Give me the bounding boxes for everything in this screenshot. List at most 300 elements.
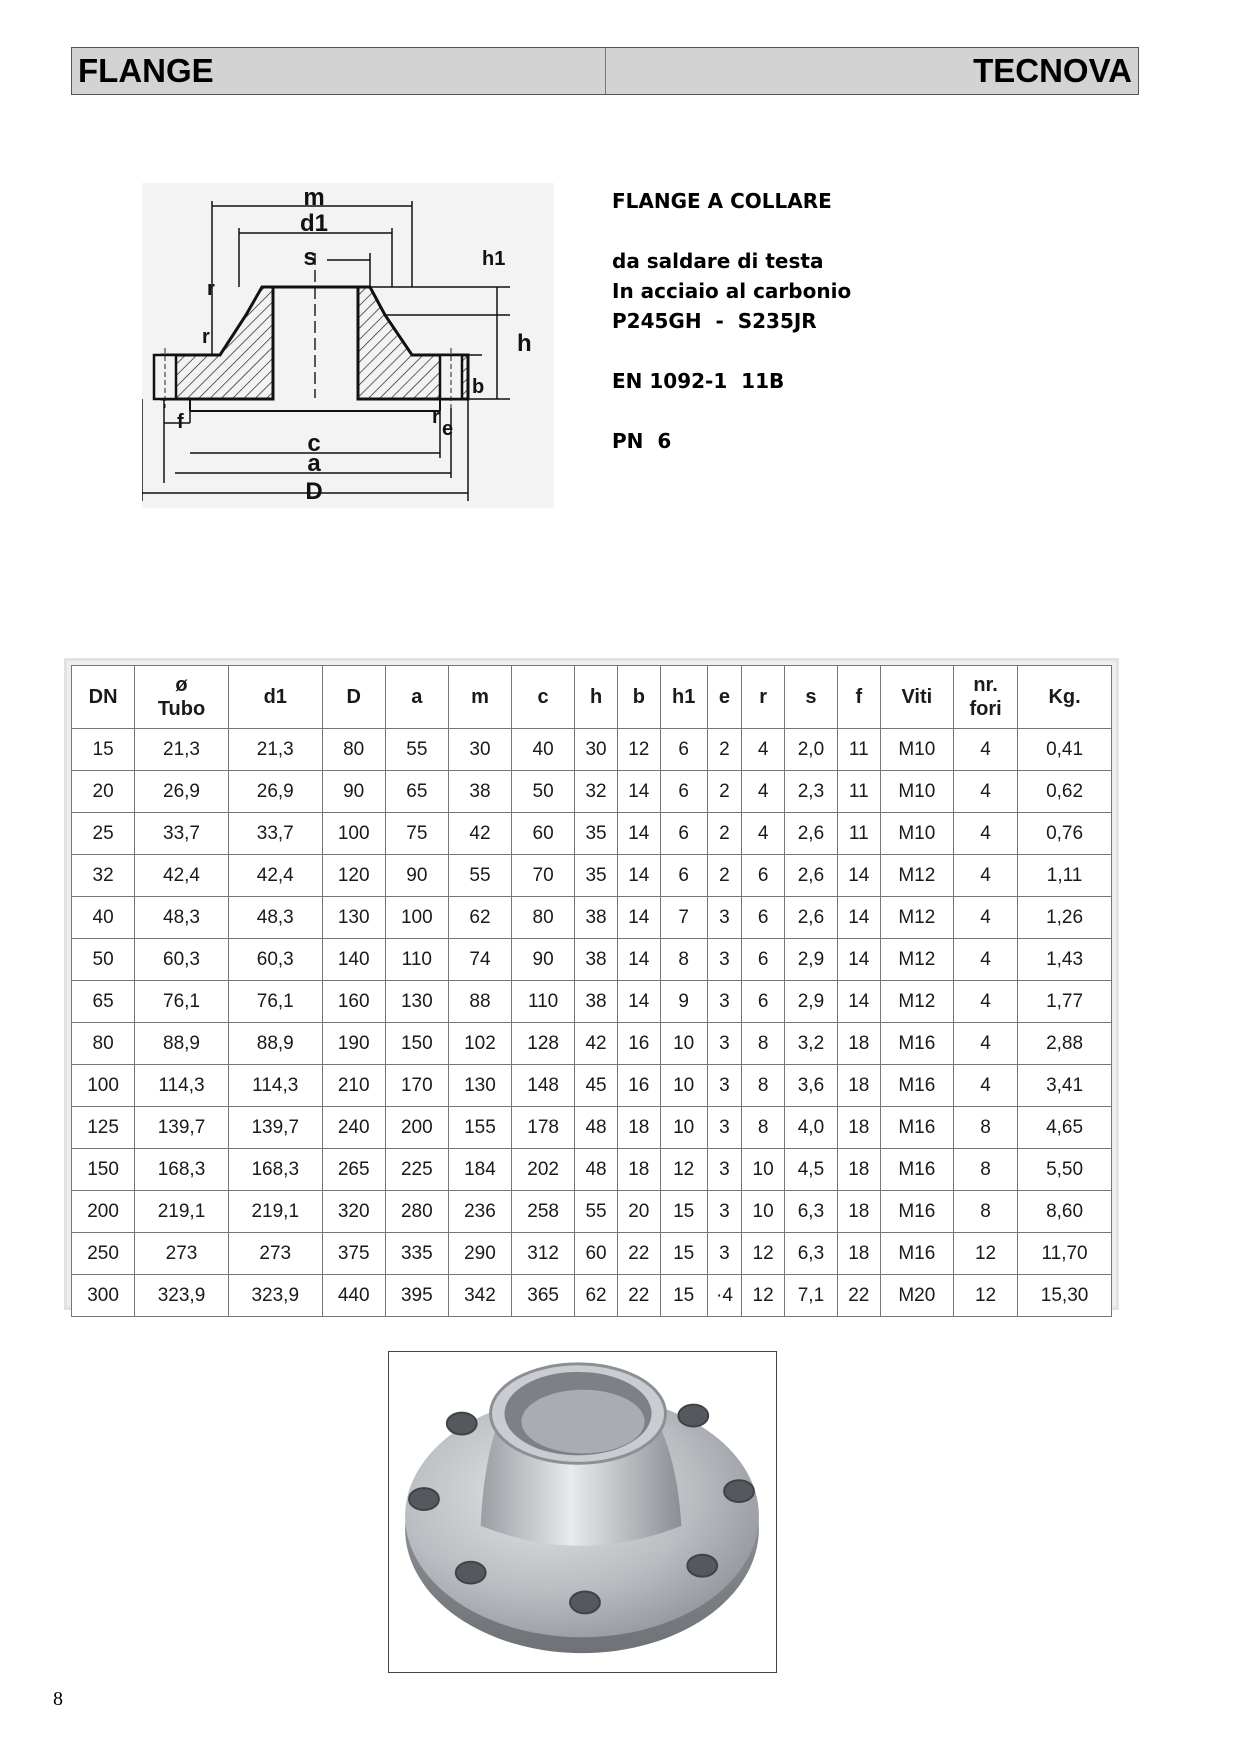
flange-photo-illustration — [389, 1352, 776, 1672]
table-cell: 114,3 — [228, 1065, 322, 1107]
table-cell: 32 — [575, 771, 618, 813]
table-cell: 18 — [837, 1065, 880, 1107]
dim-label-h1: h1 — [482, 248, 506, 270]
table-cell: 90 — [322, 771, 385, 813]
table-cell: 100 — [322, 813, 385, 855]
table-cell: 4 — [953, 1023, 1017, 1065]
table-cell: 88,9 — [228, 1023, 322, 1065]
table-cell: 75 — [385, 813, 448, 855]
table-cell: 15 — [660, 1191, 707, 1233]
table-cell: M12 — [880, 939, 953, 981]
table-cell: 4 — [953, 897, 1017, 939]
table-cell: 9 — [660, 981, 707, 1023]
table-cell: 1,11 — [1018, 855, 1112, 897]
table-cell: 2,6 — [784, 813, 837, 855]
table-cell: 4 — [742, 771, 785, 813]
dim-label-r-right: r — [432, 406, 440, 428]
column-header: e — [707, 666, 742, 729]
table-cell: 3 — [707, 1149, 742, 1191]
table-cell: 342 — [448, 1275, 511, 1317]
header-title: FLANGE — [72, 48, 606, 94]
table-cell: 440 — [322, 1275, 385, 1317]
table-cell: 40 — [512, 729, 575, 771]
table-cell: 4 — [953, 855, 1017, 897]
table-cell: 48,3 — [228, 897, 322, 939]
table-cell: 22 — [617, 1233, 660, 1275]
table-cell: 18 — [617, 1149, 660, 1191]
table-cell: 3 — [707, 939, 742, 981]
table-cell: 2,0 — [784, 729, 837, 771]
table-cell: 4 — [953, 813, 1017, 855]
table-cell: 11,70 — [1018, 1233, 1112, 1275]
table-cell: 62 — [575, 1275, 618, 1317]
table-cell: 60,3 — [135, 939, 229, 981]
desc-line-1: da saldare di testa — [612, 249, 824, 273]
table-cell: 11 — [837, 729, 880, 771]
table-cell: 42,4 — [228, 855, 322, 897]
table-cell: M10 — [880, 771, 953, 813]
table-cell: 3 — [707, 1107, 742, 1149]
table-cell: 26,9 — [135, 771, 229, 813]
table-body — [72, 729, 1112, 1317]
table-cell: 0,41 — [1018, 729, 1112, 771]
column-header: c — [512, 666, 575, 729]
table-cell: 6,3 — [784, 1233, 837, 1275]
column-header: ø Tubo — [135, 666, 229, 729]
table-cell: 312 — [512, 1233, 575, 1275]
table-cell: 365 — [512, 1275, 575, 1317]
table-cell: 74 — [448, 939, 511, 981]
table-cell: 14 — [837, 855, 880, 897]
table-cell: M16 — [880, 1191, 953, 1233]
table-cell: M16 — [880, 1233, 953, 1275]
table-cell: 48,3 — [135, 897, 229, 939]
dim-label-d1: d1 — [299, 210, 329, 237]
table-cell: 30 — [448, 729, 511, 771]
table-cell: 62 — [448, 897, 511, 939]
table-cell: 10 — [742, 1191, 785, 1233]
table-row — [72, 813, 1112, 855]
flange-product-photo — [388, 1351, 777, 1673]
table-cell: 18 — [837, 1233, 880, 1275]
table-row — [72, 939, 1112, 981]
table-cell: 168,3 — [228, 1149, 322, 1191]
table-cell: 6 — [660, 813, 707, 855]
table-cell: 6 — [660, 771, 707, 813]
table-cell: 11 — [837, 813, 880, 855]
table-cell: 114,3 — [135, 1065, 229, 1107]
product-title: FLANGE A COLLARE — [612, 189, 832, 213]
table-cell: 4 — [742, 729, 785, 771]
desc-line-2: In acciaio al carbonio — [612, 279, 852, 303]
table-cell: 1,77 — [1018, 981, 1112, 1023]
table-cell: 2 — [707, 771, 742, 813]
table-row — [72, 1191, 1112, 1233]
table-cell: 225 — [385, 1149, 448, 1191]
desc-pressure: PN 6 — [612, 429, 672, 453]
table-cell: 273 — [135, 1233, 229, 1275]
column-header: d1 — [228, 666, 322, 729]
table-cell: 200 — [385, 1107, 448, 1149]
table-row — [72, 1275, 1112, 1317]
table-cell: 38 — [575, 939, 618, 981]
table-cell: 3 — [707, 897, 742, 939]
column-header: Viti — [880, 666, 953, 729]
table-cell: 2 — [707, 855, 742, 897]
page-number: 8 — [53, 1688, 63, 1710]
table-cell: 55 — [448, 855, 511, 897]
table-cell: 323,9 — [228, 1275, 322, 1317]
table-cell: 130 — [385, 981, 448, 1023]
table-cell: 4 — [953, 981, 1017, 1023]
dim-label-h: h — [517, 330, 532, 357]
table-cell: 3,2 — [784, 1023, 837, 1065]
table-cell: 14 — [617, 813, 660, 855]
table-cell: 210 — [322, 1065, 385, 1107]
desc-standard: EN 1092-1 11B — [612, 369, 785, 393]
table-cell: 6 — [742, 939, 785, 981]
table-cell: 2,9 — [784, 939, 837, 981]
table-cell: 6 — [742, 855, 785, 897]
table-cell: 16 — [617, 1065, 660, 1107]
table-cell: 100 — [72, 1065, 135, 1107]
table-cell: 8 — [953, 1107, 1017, 1149]
table-cell: 38 — [448, 771, 511, 813]
table-cell: 4,0 — [784, 1107, 837, 1149]
table-cell: 18 — [837, 1149, 880, 1191]
table-cell: 0,62 — [1018, 771, 1112, 813]
table-cell: 15 — [660, 1233, 707, 1275]
table-cell: 15 — [660, 1275, 707, 1317]
table-cell: 10 — [660, 1065, 707, 1107]
table-cell: 2,6 — [784, 855, 837, 897]
table-cell: 25 — [72, 813, 135, 855]
table-cell: 14 — [617, 855, 660, 897]
table-cell: 2 — [707, 813, 742, 855]
dim-label-c: c — [307, 430, 321, 457]
table-cell: 120 — [322, 855, 385, 897]
table-cell: 100 — [385, 897, 448, 939]
dim-label-D: D — [305, 478, 323, 505]
header-brand: TECNOVA — [973, 52, 1132, 89]
table-cell: 139,7 — [228, 1107, 322, 1149]
table-cell: 35 — [575, 855, 618, 897]
table-cell: 42 — [575, 1023, 618, 1065]
column-header: s — [784, 666, 837, 729]
table-cell: 130 — [448, 1065, 511, 1107]
table-cell: 50 — [512, 771, 575, 813]
table-cell: 14 — [617, 939, 660, 981]
table-cell: 168,3 — [135, 1149, 229, 1191]
table-cell: 2,3 — [784, 771, 837, 813]
table-row — [72, 1023, 1112, 1065]
table-cell: 80 — [512, 897, 575, 939]
table-cell: 80 — [322, 729, 385, 771]
flange-cross-section-diagram — [142, 183, 554, 508]
column-header: D — [322, 666, 385, 729]
table-cell: M10 — [880, 813, 953, 855]
table-cell: M12 — [880, 855, 953, 897]
table-cell: 14 — [617, 981, 660, 1023]
table-cell: 80 — [72, 1023, 135, 1065]
table-cell: 12 — [953, 1275, 1017, 1317]
table-cell: 236 — [448, 1191, 511, 1233]
column-header: Kg. — [1018, 666, 1112, 729]
table-cell: 2 — [707, 729, 742, 771]
table-cell: 14 — [617, 897, 660, 939]
table-cell: 125 — [72, 1107, 135, 1149]
table-cell: 140 — [322, 939, 385, 981]
table-cell: 280 — [385, 1191, 448, 1233]
dim-label-b: b — [472, 376, 485, 398]
table-cell: 26,9 — [228, 771, 322, 813]
table-cell: 130 — [322, 897, 385, 939]
table-cell: 12 — [742, 1275, 785, 1317]
table-cell: 128 — [512, 1023, 575, 1065]
table-cell: 258 — [512, 1191, 575, 1233]
table-cell: 6 — [660, 729, 707, 771]
table-cell: 202 — [512, 1149, 575, 1191]
table-cell: 102 — [448, 1023, 511, 1065]
table-cell: 150 — [385, 1023, 448, 1065]
table-cell: 18 — [617, 1107, 660, 1149]
column-header: b — [617, 666, 660, 729]
table-cell: 60 — [512, 813, 575, 855]
table-cell: ·4 — [707, 1275, 742, 1317]
table-cell: 4 — [953, 1065, 1017, 1107]
table-cell: 290 — [448, 1233, 511, 1275]
table-row — [72, 771, 1112, 813]
table-cell: 40 — [72, 897, 135, 939]
table-cell: 2,9 — [784, 981, 837, 1023]
table-cell: 10 — [660, 1107, 707, 1149]
table-cell: M12 — [880, 981, 953, 1023]
table-cell: 55 — [385, 729, 448, 771]
table-cell: 88 — [448, 981, 511, 1023]
table-cell: 16 — [617, 1023, 660, 1065]
table-cell: 20 — [72, 771, 135, 813]
table-cell: 219,1 — [228, 1191, 322, 1233]
table-header-row — [72, 666, 1112, 729]
table-cell: 21,3 — [228, 729, 322, 771]
table-cell: 70 — [512, 855, 575, 897]
table-cell: 200 — [72, 1191, 135, 1233]
table-cell: 21,3 — [135, 729, 229, 771]
dim-label-a: a — [307, 450, 321, 477]
column-header: m — [448, 666, 511, 729]
table-cell: 42 — [448, 813, 511, 855]
table-cell: 300 — [72, 1275, 135, 1317]
table-cell: 3 — [707, 1065, 742, 1107]
table-cell: 12 — [660, 1149, 707, 1191]
table-cell: 155 — [448, 1107, 511, 1149]
table-cell: M10 — [880, 729, 953, 771]
dim-label-e: e — [442, 418, 454, 440]
table-cell: 14 — [617, 771, 660, 813]
table-cell: 6 — [660, 855, 707, 897]
table-cell: 38 — [575, 981, 618, 1023]
table-cell: 0,76 — [1018, 813, 1112, 855]
table-cell: 18 — [837, 1023, 880, 1065]
table-cell: 65 — [72, 981, 135, 1023]
desc-material: P245GH - S235JR — [612, 309, 817, 333]
column-header: f — [837, 666, 880, 729]
table-cell: 6 — [742, 981, 785, 1023]
table-cell: 4 — [953, 771, 1017, 813]
table-cell: 76,1 — [135, 981, 229, 1023]
dimensions-table — [71, 665, 1112, 1317]
table-cell: 395 — [385, 1275, 448, 1317]
table-cell: 65 — [385, 771, 448, 813]
table-row — [72, 1065, 1112, 1107]
table-cell: M16 — [880, 1107, 953, 1149]
table-cell: 15,30 — [1018, 1275, 1112, 1317]
column-header: DN — [72, 666, 135, 729]
table-cell: 35 — [575, 813, 618, 855]
dim-label-r-top: r — [207, 278, 215, 300]
table-cell: 42,4 — [135, 855, 229, 897]
table-cell: 110 — [512, 981, 575, 1023]
table-cell: 7,1 — [784, 1275, 837, 1317]
table-cell: 12 — [953, 1233, 1017, 1275]
table-cell: 8 — [742, 1107, 785, 1149]
table-cell: 30 — [575, 729, 618, 771]
table-row — [72, 1107, 1112, 1149]
table-cell: 60,3 — [228, 939, 322, 981]
table-cell: M20 — [880, 1275, 953, 1317]
column-header: nr. fori — [953, 666, 1017, 729]
dim-label-s: s — [303, 244, 317, 271]
table-cell: 5,50 — [1018, 1149, 1112, 1191]
table-cell: 33,7 — [228, 813, 322, 855]
table-cell: 48 — [575, 1149, 618, 1191]
table-cell: 219,1 — [135, 1191, 229, 1233]
table-cell: 20 — [617, 1191, 660, 1233]
table-cell: 3,6 — [784, 1065, 837, 1107]
table-cell: 3,41 — [1018, 1065, 1112, 1107]
table-cell: 6,3 — [784, 1191, 837, 1233]
table-cell: 3 — [707, 1191, 742, 1233]
dimensions-table-frame — [64, 658, 1119, 1310]
table-cell: 4,65 — [1018, 1107, 1112, 1149]
table-row — [72, 981, 1112, 1023]
table-cell: 265 — [322, 1149, 385, 1191]
header-bar — [71, 47, 1139, 95]
table-cell: 4 — [742, 813, 785, 855]
table-row — [72, 897, 1112, 939]
table-cell: 18 — [837, 1191, 880, 1233]
table-cell: 3 — [707, 981, 742, 1023]
table-cell: 14 — [837, 981, 880, 1023]
table-cell: 240 — [322, 1107, 385, 1149]
table-cell: 2,88 — [1018, 1023, 1112, 1065]
table-cell: 323,9 — [135, 1275, 229, 1317]
table-cell: 88,9 — [135, 1023, 229, 1065]
diagram-svg — [142, 183, 554, 508]
table-row — [72, 1149, 1112, 1191]
column-header: h1 — [660, 666, 707, 729]
table-cell: M16 — [880, 1065, 953, 1107]
table-cell: 10 — [742, 1149, 785, 1191]
table-cell: 45 — [575, 1065, 618, 1107]
table-cell: 90 — [385, 855, 448, 897]
column-header: r — [742, 666, 785, 729]
table-cell: 335 — [385, 1233, 448, 1275]
column-header: h — [575, 666, 618, 729]
table-cell: 148 — [512, 1065, 575, 1107]
table-cell: 60 — [575, 1233, 618, 1275]
table-cell: 12 — [617, 729, 660, 771]
table-cell: 33,7 — [135, 813, 229, 855]
table-cell: 18 — [837, 1107, 880, 1149]
table-cell: 14 — [837, 939, 880, 981]
table-cell: 8 — [742, 1023, 785, 1065]
table-row — [72, 855, 1112, 897]
table-cell: 3 — [707, 1023, 742, 1065]
table-cell: 250 — [72, 1233, 135, 1275]
table-cell: 3 — [707, 1233, 742, 1275]
table-cell: 90 — [512, 939, 575, 981]
table-cell: 190 — [322, 1023, 385, 1065]
table-cell: 32 — [72, 855, 135, 897]
table-row — [72, 1233, 1112, 1275]
dim-label-m: m — [303, 184, 325, 211]
table-cell: 6 — [742, 897, 785, 939]
table-cell: M16 — [880, 1023, 953, 1065]
table-cell: 320 — [322, 1191, 385, 1233]
table-cell: 2,6 — [784, 897, 837, 939]
table-cell: 8 — [660, 939, 707, 981]
dim-label-f: f — [177, 411, 184, 433]
table-cell: 50 — [72, 939, 135, 981]
table-cell: 11 — [837, 771, 880, 813]
table-cell: 184 — [448, 1149, 511, 1191]
table-cell: 1,43 — [1018, 939, 1112, 981]
table-cell: 22 — [617, 1275, 660, 1317]
table-cell: 4,5 — [784, 1149, 837, 1191]
column-header: a — [385, 666, 448, 729]
table-cell: M16 — [880, 1149, 953, 1191]
table-cell: 8,60 — [1018, 1191, 1112, 1233]
table-cell: 1,26 — [1018, 897, 1112, 939]
table-cell: 55 — [575, 1191, 618, 1233]
dim-label-r-left: r — [202, 326, 210, 348]
table-cell: 8 — [953, 1191, 1017, 1233]
table-cell: 48 — [575, 1107, 618, 1149]
table-cell: 4 — [953, 729, 1017, 771]
table-cell: 160 — [322, 981, 385, 1023]
table-cell: 22 — [837, 1275, 880, 1317]
table-cell: 178 — [512, 1107, 575, 1149]
table-cell: 10 — [660, 1023, 707, 1065]
table-row — [72, 729, 1112, 771]
table-cell: 170 — [385, 1065, 448, 1107]
table-cell: 14 — [837, 897, 880, 939]
table-cell: 7 — [660, 897, 707, 939]
table-cell: 139,7 — [135, 1107, 229, 1149]
table-cell: 8 — [953, 1149, 1017, 1191]
table-cell: 12 — [742, 1233, 785, 1275]
table-cell: M12 — [880, 897, 953, 939]
table-cell: 110 — [385, 939, 448, 981]
table-cell: 150 — [72, 1149, 135, 1191]
table-cell: 38 — [575, 897, 618, 939]
table-cell: 8 — [742, 1065, 785, 1107]
table-cell: 15 — [72, 729, 135, 771]
table-cell: 273 — [228, 1233, 322, 1275]
product-description — [612, 186, 851, 456]
table-cell: 76,1 — [228, 981, 322, 1023]
